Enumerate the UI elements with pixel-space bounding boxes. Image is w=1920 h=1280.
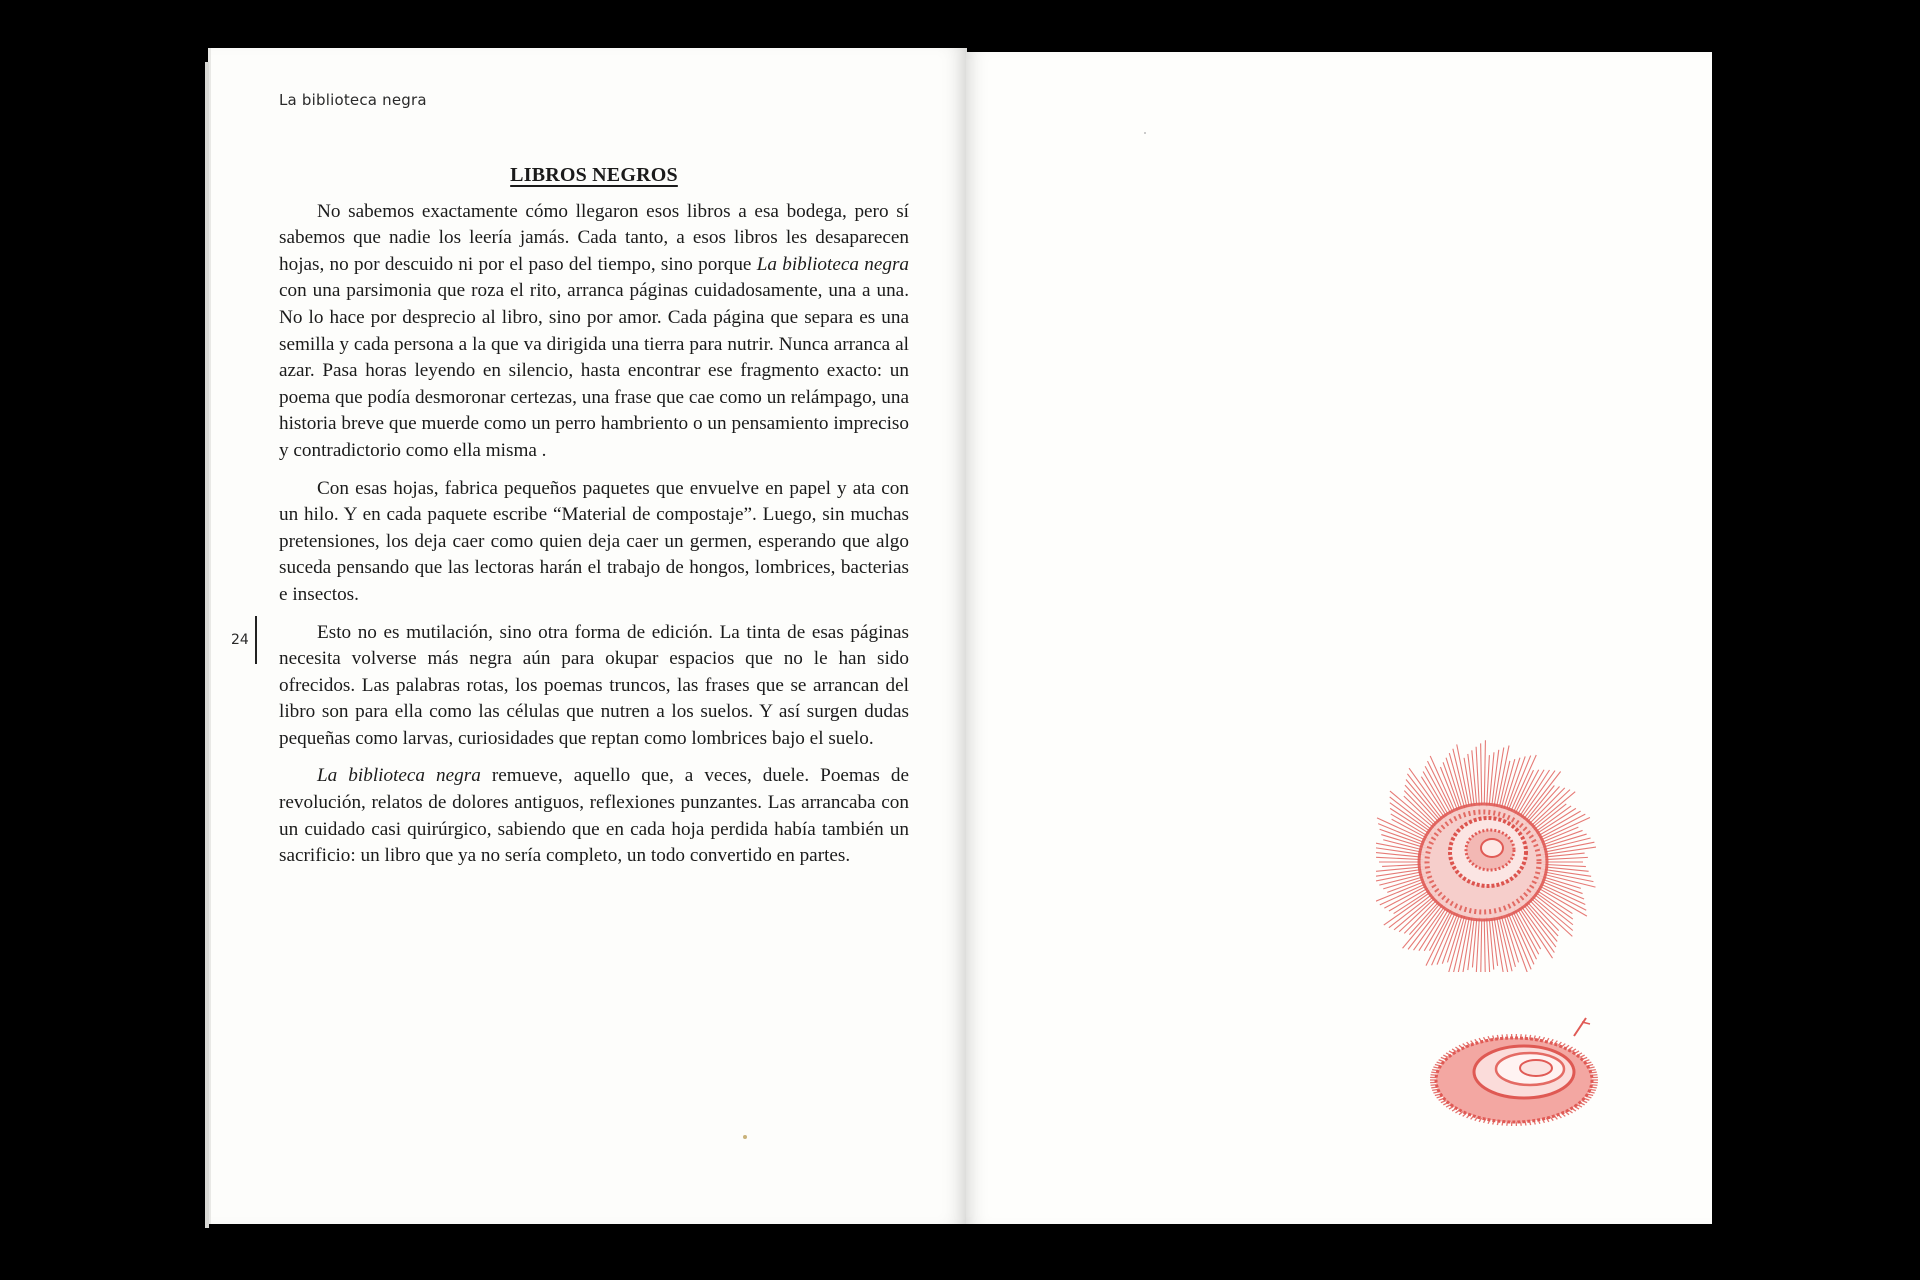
red-urchin-drawing	[1376, 732, 1596, 972]
page-number-rule	[255, 616, 257, 664]
body-text	[279, 162, 909, 881]
paragraph-3-text: Esto no es mutilación, sino otra forma de edición. La tinta de esas páginas necesita volverse más negra aún para okupar espacios que no le han sido ofrecidos. Las palabras rotas, los poemas truncos, las frases que se arrancan del libro son para ella como las células que nutren a los suelos. Y así surgen dudas pequeñas como larvas, curiosidades que reptan como lombrices bajo el suelo.	[279, 621, 909, 749]
paragraph-4-text: remueve, aquello que, a veces, duele. Poemas de revolución, relatos de dolores antiguos, reflexiones punzantes. Las arrancaba con un cuidado casi quirúrgico, sabiendo que en cada hoja perdida había también un sacrificio: un libro que ya no sería completo, un todo convertido en partes.	[279, 765, 909, 867]
running-head: La biblioteca negra	[279, 91, 427, 109]
page-number: 24	[231, 632, 249, 648]
paragraph	[279, 199, 909, 465]
chapter-title-text: LIBROS NEGROS	[510, 164, 678, 186]
paragraph-1-text-cont: con una parsimonia que roza el rito, arranca páginas cuidadosamente, una a una. No lo hace por desprecio al libro, sino por amor. Cada página que separa es una semilla y cada persona a la que va dirigida una tierra para nutrir. Nunca arranca al azar. Pasa horas leyendo en silencio, hasta encontrar ese fragmento exacto: un poema que podía desmoronar certezas, una frase que cae como un relámpago, una historia breve que muerde como un perro hambriento o un pensamiento impreciso y contradictorio como ella misma .	[279, 280, 909, 461]
paragraph	[279, 763, 909, 869]
paragraph	[279, 620, 909, 753]
red-shell-drawing	[1426, 992, 1616, 1132]
book-title-italic: La biblioteca negra	[317, 765, 481, 787]
paper-speck	[1144, 132, 1146, 134]
paper-speck	[743, 1135, 747, 1139]
chapter-title	[279, 162, 909, 189]
book-title-italic: La biblioteca negra	[756, 253, 909, 275]
paragraph-2-text: Con esas hojas, fabrica pequeños paquetes que envuelve en papel y ata con un hilo. Y en cada paquete escribe “Material de compostaje”. Luego, sin muchas pretensiones, los deja caer como quien deja caer un germen, esperando que algo suceda pensando que las lectoras harán el trabajo de hongos, lombrices, bacterias e insectos.	[279, 477, 909, 605]
left-page	[208, 48, 967, 1224]
paragraph	[279, 476, 909, 609]
paragraph-1-text: No sabemos exactamente cómo llegaron esos libros a esa bodega, pero sí sabemos que nadie los leería jamás. Cada tanto, a esos libros les desaparecen hojas, no por descuido ni por el paso del tiempo, sino porque	[279, 200, 909, 275]
right-page	[966, 52, 1712, 1224]
